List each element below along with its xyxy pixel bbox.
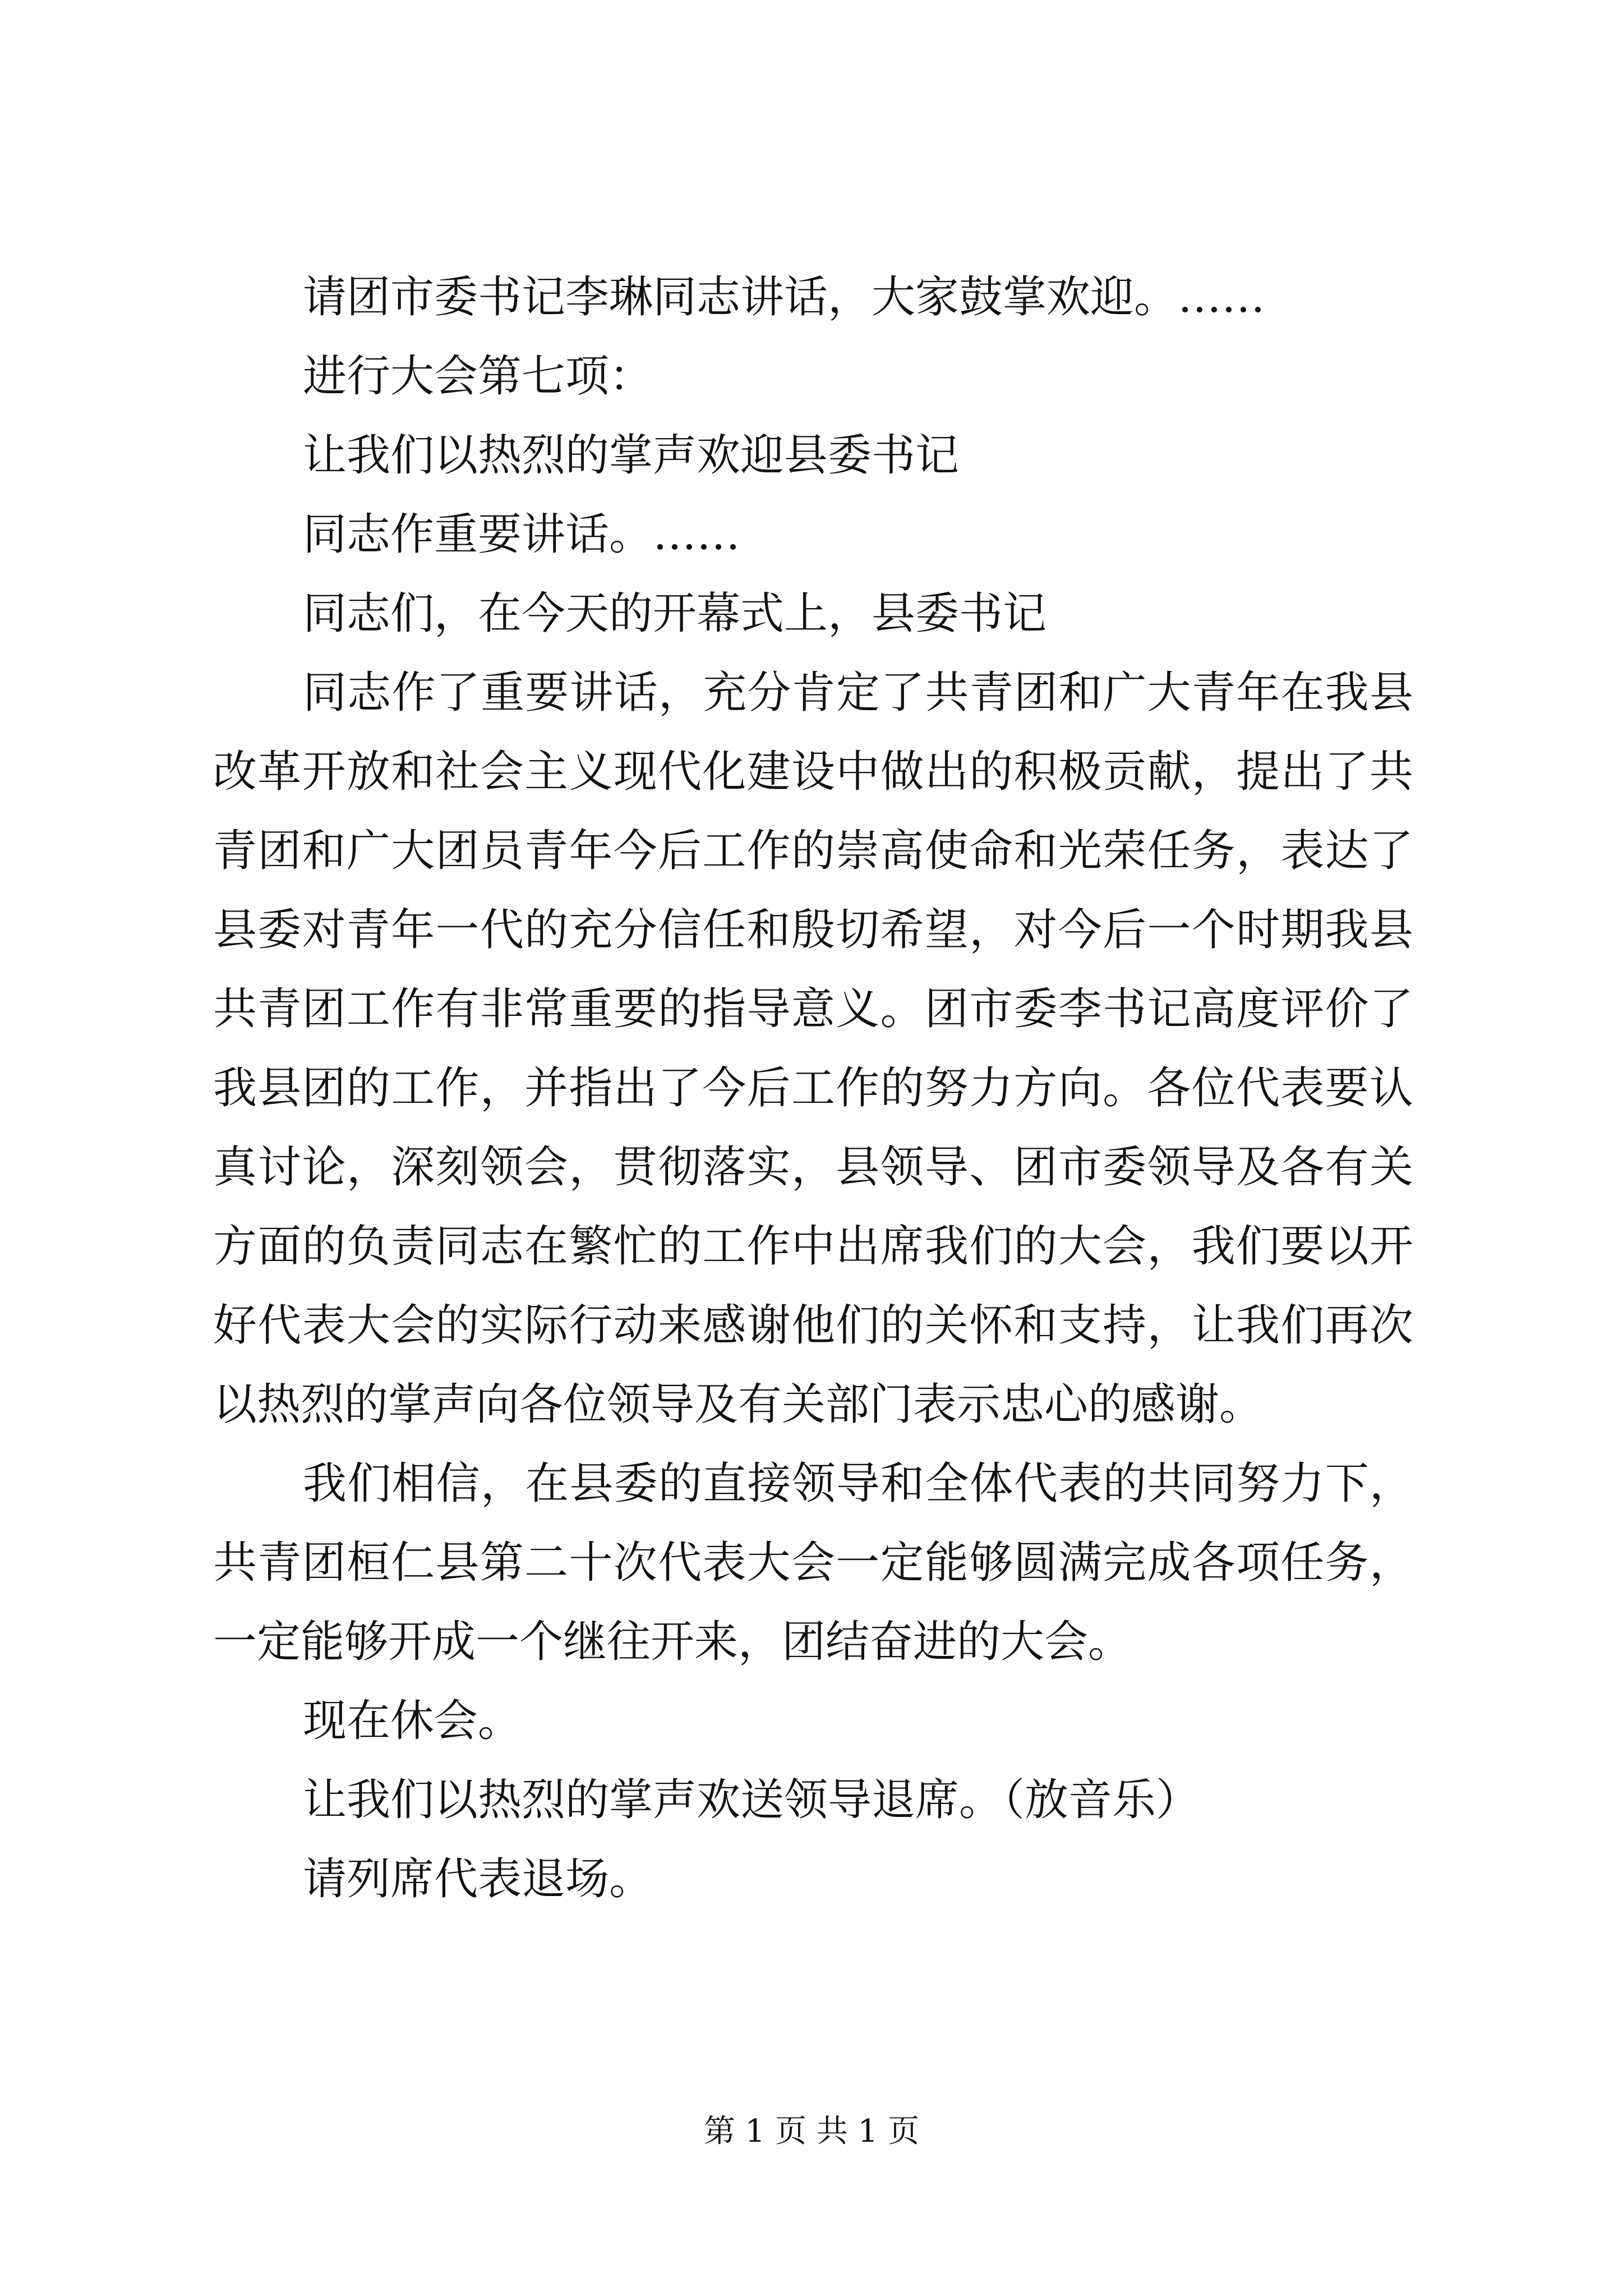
text-line: 同志作重要讲话。……: [303, 509, 741, 560]
text-line: 让我们以热烈的掌声欢迎县委书记: [303, 430, 960, 481]
text-line: 同志们，在今天的开幕式上，县委书记: [303, 588, 1047, 639]
text-line: 进行大会第七项：: [303, 351, 653, 402]
text-line: 请团市委书记李琳同志讲话，大家鼓掌欢迎。……: [303, 272, 1266, 323]
body-paragraph: 同志作了重要讲话，充分肯定了共青团和广大青年在我县改革开放和社会主义现代化建设中做出的积极贡献，提出了共青团和广大团员青年今后工作的崇高使命和光荣任务，表达了县委对青年一代的充分信任和殷切希望，对今后一个时期我县共青团工作有非常重要的指导意义。团市委李书记高度评价了我县团的工作，并指出了今后工作的努力方向。各位代表要认真讨论，深刻领会，贯彻落实，县领导、团市委领导及各有关方面的负责同志在繁忙的工作中出席我们的大会，我们要以开好代表大会的实际行动来感谢他们的关怀和支持，让我们再次以热烈的掌声向各位领导及有关部门表示忠心的感谢。: [213, 668, 1413, 1430]
page-number-footer: 第 1 页 共 1 页: [703, 2113, 920, 2150]
text-line: 请列席代表退场。: [303, 1854, 653, 1904]
text-line: 现在休会。: [303, 1696, 522, 1746]
document-body: [213, 258, 1413, 1919]
body-paragraph: 我们相信，在县委的直接领导和全体代表的共同努力下，共青团桓仁县第二十次代表大会一定能够圆满完成各项任务，一定能够开成一个继往开来，团结奋进的大会。: [213, 1458, 1413, 1667]
text-line: 让我们以热烈的掌声欢送领导退席。（放音乐）: [303, 1775, 1200, 1825]
